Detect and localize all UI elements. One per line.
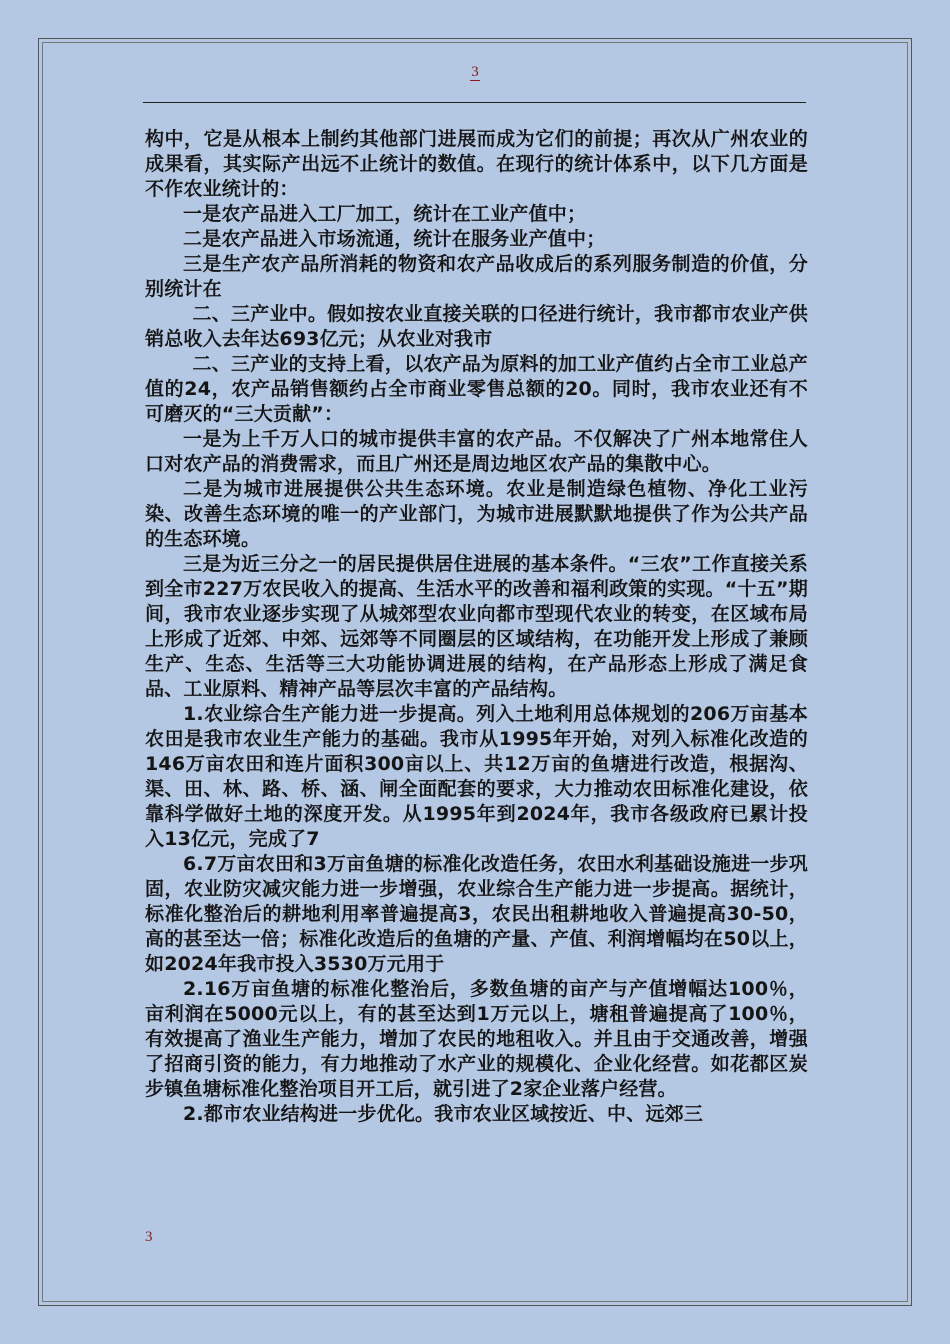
paragraph: 一是为上千万人口的城市提供丰富的农产品。不仅解决了广州本地常住人口对农产品的消费需求，而且广州还是周边地区农产品的集散中心。 [145, 428, 808, 475]
document-body [145, 127, 808, 1127]
paragraph: 二、三产业的支持上看，以农产品为原料的加工业产值约占全市工业总产值的24，农产品销售额约占全市商业零售总额的20。同时，我市农业还有不可磨灭的“三大贡献”： [145, 353, 808, 425]
header-page-number-text: 3 [471, 64, 479, 80]
paragraph: 构中，它是从根本上制约其他部门进展而成为它们的前提；再次从广州农业的成果看，其实际产出远不止统计的数值。在现行的统计体系中，以下几方面是不作农业统计的： [145, 128, 808, 200]
paragraph: 2.16万亩鱼塘的标准化整治后，多数鱼塘的亩产与产值增幅达100％，亩利润在5000元以上，有的甚至达到1万元以上，塘租普遍提高了100％，有效提高了渔业生产能力，增加了农民的地租收入。并且由于交通改善，增强了招商引资的能力，有力地推动了水产业的规模化、企业化经营。如花都区炭步镇鱼塘标准化整治项目开工后，就引进了2家企业落户经营。 [145, 978, 808, 1100]
header-page-number [0, 64, 950, 81]
paragraph: 2.都市农业结构进一步优化。我市农业区域按近、中、远郊三 [183, 1103, 704, 1125]
paragraph: 二是为城市进展提供公共生态环境。农业是制造绿色植物、净化工业污染、改善生态环境的唯一的产业部门，为城市进展默默地提供了作为公共产品的生态环境。 [145, 478, 808, 550]
paragraph: 6.7万亩农田和3万亩鱼塘的标准化改造任务，农田水利基础设施进一步巩固，农业防灾减灾能力进一步增强，农业综合生产能力进一步提高。据统计，标准化整治后的耕地利用率普遍提高3，农民出租耕地收入普遍提高30-50，高的甚至达一倍；标准化改造后的鱼塘的产量、产值、利润增幅均在50以上，如2024年我市投入3530万元用于 [145, 853, 808, 975]
paragraph: 三是生产农产品所消耗的物资和农产品收成后的系列服务制造的价值，分别统计在 [145, 253, 808, 300]
paragraph: 二、三产业中。假如按农业直接关联的口径进行统计，我市都市农业产供销总收入去年达693亿元；从农业对我市 [145, 303, 808, 350]
paragraph: 三是为近三分之一的居民提供居住进展的基本条件。“三农”工作直接关系到全市227万农民收入的提高、生活水平的改善和福利政策的实现。“十五”期间，我市农业逐步实现了从城郊型农业向都市型现代农业的转变，在区域布局上形成了近郊、中郊、远郊等不同圈层的区域结构，在功能开发上形成了兼顾生产、生态、生活等三大功能协调进展的结构，在产品形态上形成了满足食品、工业原料、精神产品等层次丰富的产品结构。 [145, 553, 808, 700]
footer-page-number: 3 [145, 1229, 153, 1245]
paragraph: 二是农产品进入市场流通，统计在服务业产值中； [183, 228, 606, 250]
paragraph: 一是农产品进入工厂加工，统计在工业产值中； [183, 203, 587, 225]
header-divider [143, 102, 806, 103]
paragraph: 1.农业综合生产能力进一步提高。列入土地利用总体规划的206万亩基本农田是我市农业生产能力的基础。我市从1995年开始，对列入标准化改造的146万亩农田和连片面积300亩以上、共12万亩的鱼塘进行改造，根据沟、渠、田、林、路、桥、涵、闸全面配套的要求，大力推动农田标准化建设，依靠科学做好土地的深度开发。从1995年到2024年，我市各级政府已累计投入13亿元，完成了7 [145, 703, 808, 850]
